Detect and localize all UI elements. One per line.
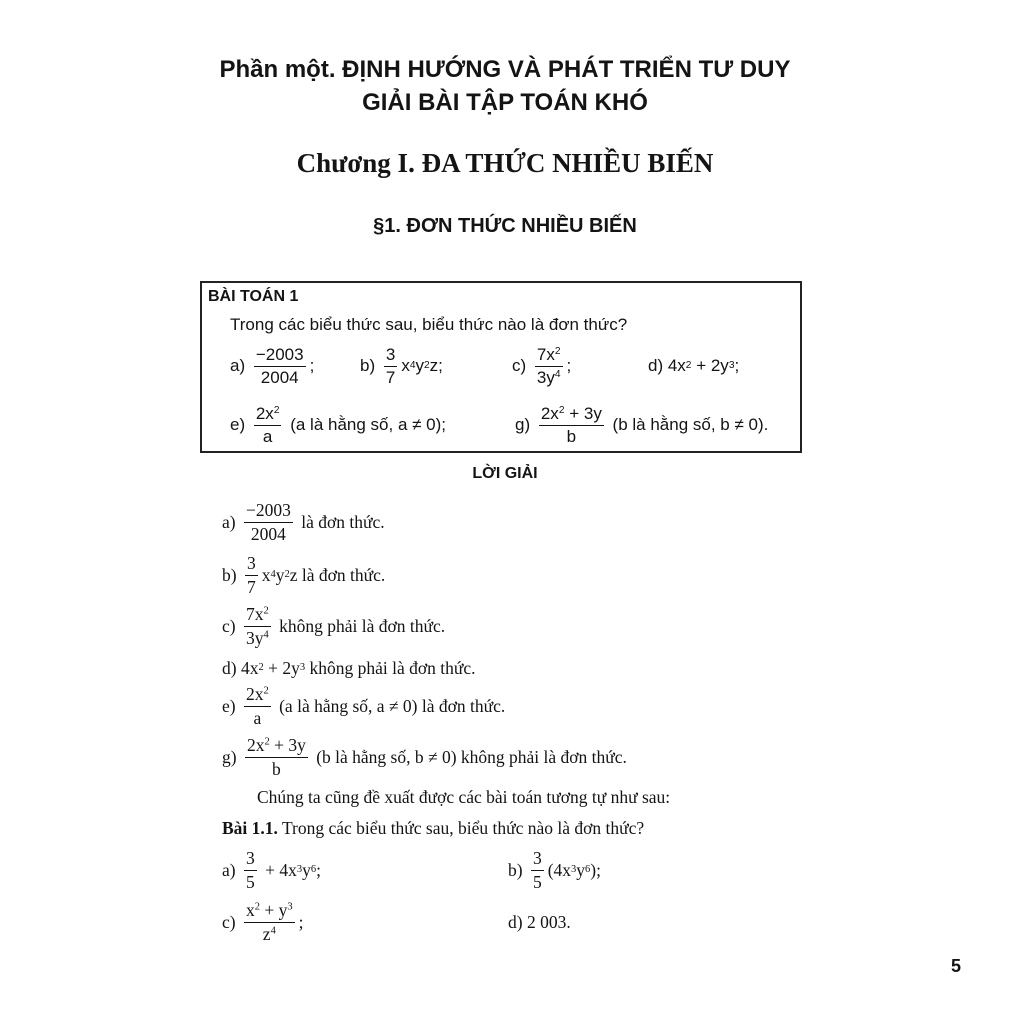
math-text: b — [566, 426, 577, 446]
math-text: là đơn thức. — [296, 511, 385, 532]
fraction — [244, 900, 295, 943]
numerator — [539, 404, 604, 426]
exponent: 4 — [263, 629, 269, 641]
fraction — [244, 848, 257, 891]
fraction — [254, 404, 282, 446]
math-text: g) — [515, 415, 535, 434]
exercise-question: Trong các biểu thức sau, biểu thức nào là đơn thức? — [277, 818, 645, 838]
solution-title: LỜI GIẢI — [472, 465, 538, 482]
solution-item: d) 4x 2 + 2y 3 không phải là đơn thức. — [222, 657, 476, 678]
exponent: 2 — [263, 606, 269, 618]
math-text: y — [275, 564, 285, 585]
section-title: §1. ĐƠN THỨC NHIỀU BIẾN — [373, 215, 637, 237]
solution-item — [222, 494, 385, 550]
math-text: (4x — [547, 859, 572, 880]
fraction — [384, 345, 397, 387]
numerator — [244, 684, 271, 706]
exponent: 2 — [558, 404, 565, 416]
math-text: + 3y — [564, 403, 602, 423]
math-text: a) — [222, 511, 240, 532]
math-text: ; — [566, 356, 572, 375]
math-text: e) — [222, 695, 240, 716]
math-text: x — [261, 564, 271, 585]
fraction — [245, 735, 308, 778]
denominator — [261, 426, 274, 447]
math-text: (b là hằng số, b ≠ 0). — [607, 415, 769, 434]
math-text: a) — [230, 356, 250, 375]
math-text: c) — [512, 356, 531, 375]
math-text: y — [302, 859, 311, 880]
math-text: 5 — [245, 871, 255, 892]
math-text: + 2y — [263, 657, 300, 678]
denominator — [384, 367, 397, 388]
exponent: 2 — [254, 902, 260, 914]
math-text: 3y — [245, 627, 264, 648]
denominator — [531, 871, 544, 892]
denominator — [259, 367, 301, 388]
numerator — [384, 345, 397, 367]
math-text: z là đơn thức. — [289, 564, 386, 585]
math-text: + 3y — [269, 735, 306, 756]
numerator — [254, 404, 282, 426]
problem-item — [230, 338, 314, 394]
solution-item — [222, 729, 627, 785]
math-text: x — [245, 900, 255, 921]
numerator — [244, 604, 271, 626]
exercise-heading — [222, 818, 644, 839]
exponent: 2 — [264, 737, 270, 749]
math-text: 2x — [246, 735, 265, 756]
problem-question: Trong các biểu thức sau, biểu thức nào là đơn thức? — [230, 315, 628, 334]
exponent: 3 — [287, 902, 293, 914]
math-text: + 2y — [691, 356, 729, 375]
math-text: (a là hằng số, a ≠ 0); — [285, 415, 447, 434]
numerator — [244, 848, 257, 870]
math-text: 7x — [245, 604, 264, 625]
denominator — [244, 871, 257, 892]
math-text: 7x — [536, 344, 555, 364]
numerator — [245, 553, 258, 575]
fraction — [245, 553, 258, 596]
exponent: 2 — [554, 345, 561, 357]
math-text: 3 — [532, 848, 542, 869]
solution-item: b) $\frac{3}{7}$ x 4 y 2 z là đơn thức. — [222, 553, 386, 597]
math-text: e) — [230, 415, 250, 434]
chapter-title: Chương I. ĐA THỨC NHIỀU BIẾN — [296, 148, 714, 178]
exercise-item: b) $\frac{3}{5}$ (4x 3 y 6 ); — [508, 848, 601, 892]
exponent: 4 — [270, 925, 276, 937]
math-text: ); — [590, 859, 601, 880]
denominator — [535, 367, 563, 388]
solution-item — [222, 678, 505, 734]
math-text: ; — [734, 356, 740, 375]
math-text: x — [401, 356, 410, 375]
math-text: d) 4x — [222, 657, 259, 678]
math-text: (a là hằng số, a ≠ 0) là đơn thức. — [274, 695, 506, 716]
math-text: 2004 — [250, 523, 286, 544]
denominator — [251, 707, 263, 728]
math-text: 3 — [245, 848, 255, 869]
math-text: y — [576, 859, 586, 880]
math-text: 2x — [255, 403, 274, 423]
exponent: 4 — [554, 368, 561, 380]
exercise-label: Bài 1.1. — [222, 818, 278, 838]
math-text: b) — [222, 564, 241, 585]
fraction — [535, 345, 563, 387]
denominator — [245, 576, 258, 597]
fraction — [539, 404, 604, 446]
fraction — [244, 684, 271, 727]
problem-title: BÀI TOÁN 1 — [208, 288, 299, 305]
math-text: a) — [222, 859, 240, 880]
math-text: (b là hằng số, b ≠ 0) không phải là đơn thức. — [311, 746, 627, 767]
math-text: d) 4x — [648, 356, 686, 375]
math-text: + y — [259, 900, 288, 921]
page-number: 5 — [951, 956, 962, 976]
denominator — [270, 758, 283, 779]
problem-item: b) $\frac{3}{7}$ x 4 y 2 z; — [360, 344, 443, 387]
numerator — [244, 500, 293, 522]
math-text: a — [253, 707, 262, 728]
part-title-line2: GIẢI BÀI TẬP TOÁN KHÓ — [362, 89, 648, 116]
fraction — [531, 848, 544, 891]
math-text: z; — [429, 356, 443, 375]
problem-item — [515, 397, 768, 453]
math-text: a — [262, 426, 273, 446]
math-text: + 4x — [260, 859, 297, 880]
math-text: c) — [222, 615, 240, 636]
math-text: 2x — [540, 403, 559, 423]
exercise-item — [222, 894, 303, 950]
math-text: c) — [222, 911, 240, 932]
math-text: ; — [309, 356, 315, 375]
denominator — [249, 523, 288, 544]
exponent: 2 — [263, 686, 269, 698]
fraction — [254, 345, 306, 387]
math-text: 7 — [385, 367, 396, 387]
numerator — [244, 900, 295, 922]
exponent: 2 — [273, 404, 280, 416]
math-text: 3y — [536, 367, 555, 387]
math-text: ; — [298, 911, 304, 932]
numerator — [254, 345, 306, 367]
denominator — [261, 923, 278, 944]
suggestion-text: Chúng ta cũng đề xuất được các bài toán tương tự như sau: — [257, 787, 671, 807]
math-text: b — [272, 758, 281, 779]
math-text: 2x — [245, 684, 264, 705]
numerator — [535, 345, 563, 367]
numerator — [245, 735, 308, 757]
math-text: y — [415, 356, 424, 375]
math-text: 7 — [246, 576, 256, 597]
numerator — [531, 848, 544, 870]
problem-item — [512, 338, 571, 394]
problem-item: d) 4x 2 + 2y 3 ; — [648, 356, 740, 375]
math-text: b) — [360, 356, 380, 375]
problem-item — [230, 397, 446, 453]
math-text: không phải là đơn thức. — [274, 615, 446, 636]
math-text: z — [262, 923, 271, 944]
math-text: −2003 — [245, 500, 291, 521]
math-text: b) — [508, 859, 527, 880]
math-text: 3 — [385, 344, 396, 364]
math-text: 3 — [246, 553, 256, 574]
part-title-line1: Phần một. ĐỊNH HƯỚNG VÀ PHÁT TRIỂN TƯ DUY — [219, 56, 791, 83]
math-text: −2003 — [255, 344, 304, 364]
exercise-item — [508, 894, 571, 950]
math-text: ; — [316, 859, 321, 880]
math-text: g) — [222, 746, 241, 767]
math-text: không phải là đơn thức. — [305, 657, 476, 678]
denominator — [565, 426, 578, 447]
math-text: 5 — [532, 871, 542, 892]
fraction — [244, 500, 293, 543]
exercise-item: a) $\frac{3}{5}$ + 4x 3 y 6 ; — [222, 848, 321, 892]
math-text: d) 2 003. — [508, 911, 571, 932]
math-text: 2004 — [260, 367, 299, 387]
